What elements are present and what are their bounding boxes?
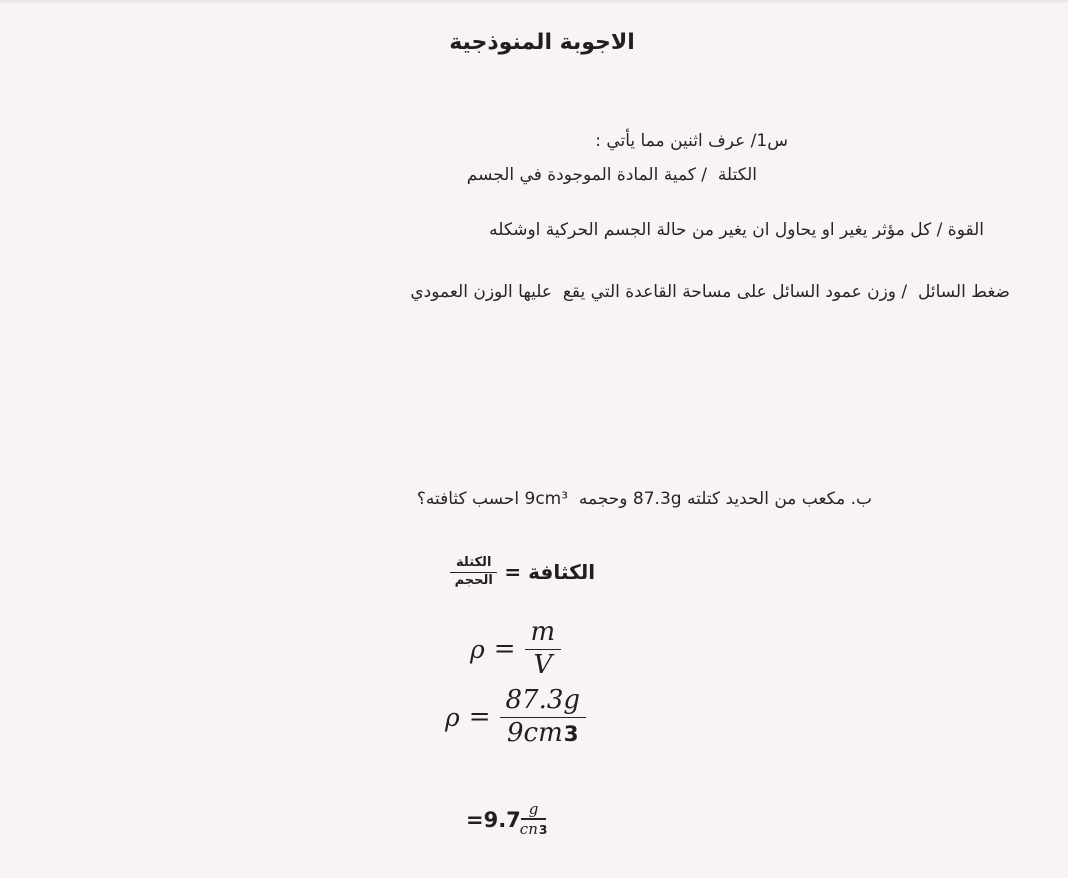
- fraction-numerator-mass: الكتلة: [450, 556, 497, 573]
- definition-mass: الكتلة / كمية المادة الموجودة في الجسم: [466, 165, 757, 185]
- rho-symbol: ρ: [445, 702, 460, 732]
- fraction-denominator-cm3: [520, 820, 548, 838]
- g-over-cm3-fraction: [520, 801, 548, 839]
- equals-sign: =: [468, 702, 491, 733]
- fraction-denominator-volume: الحجم: [454, 572, 493, 588]
- fraction-numerator-mass-value: 87.3g: [500, 686, 587, 718]
- problem-b-statement: ب. مكعب من الحديد كتلته 87.3g وحجمه 9cm³ احسب كثافته؟: [416, 489, 872, 509]
- fraction-denominator-v: V: [533, 649, 553, 680]
- volume-exponent: 3: [563, 721, 579, 747]
- result-value: =9.7: [466, 807, 521, 832]
- fraction-denominator-volume-value: [507, 718, 579, 749]
- unit-exponent: 3: [538, 823, 548, 838]
- fraction-numerator-m: m: [525, 618, 562, 650]
- unit-base: cn: [519, 820, 538, 839]
- equation-rho-m-over-v: [470, 618, 561, 681]
- density-word-lhs: الكثافة: [528, 560, 596, 585]
- volume-value-base: 9cm: [506, 717, 563, 748]
- definition-force: القوة / كل مؤثر يغير او يحاول ان يغير من حالة الجسم الحركية اوشكله: [489, 220, 984, 240]
- question-1: س1/ عرف اثنين مما يأتي :: [595, 131, 788, 151]
- rho-symbol: ρ: [470, 634, 485, 664]
- definition-liquid-pressure: ضغط السائل / وزن عمود السائل على مساحة القاعدة التي يقع عليها الوزن العمودي: [410, 282, 1010, 302]
- equals-sign: =: [493, 634, 516, 665]
- mass-value-over-volume-value-fraction: [500, 686, 587, 749]
- equation-result: [466, 801, 547, 839]
- equals-sign: =: [504, 560, 522, 585]
- equation-density-words: [450, 556, 595, 589]
- equation-substituted-values: [445, 686, 586, 749]
- page-title: الاجوبة المنوذجية: [449, 30, 635, 55]
- mass-over-volume-fraction: [450, 556, 497, 589]
- m-over-v-fraction: [525, 618, 562, 681]
- fraction-numerator-g: g: [521, 801, 547, 820]
